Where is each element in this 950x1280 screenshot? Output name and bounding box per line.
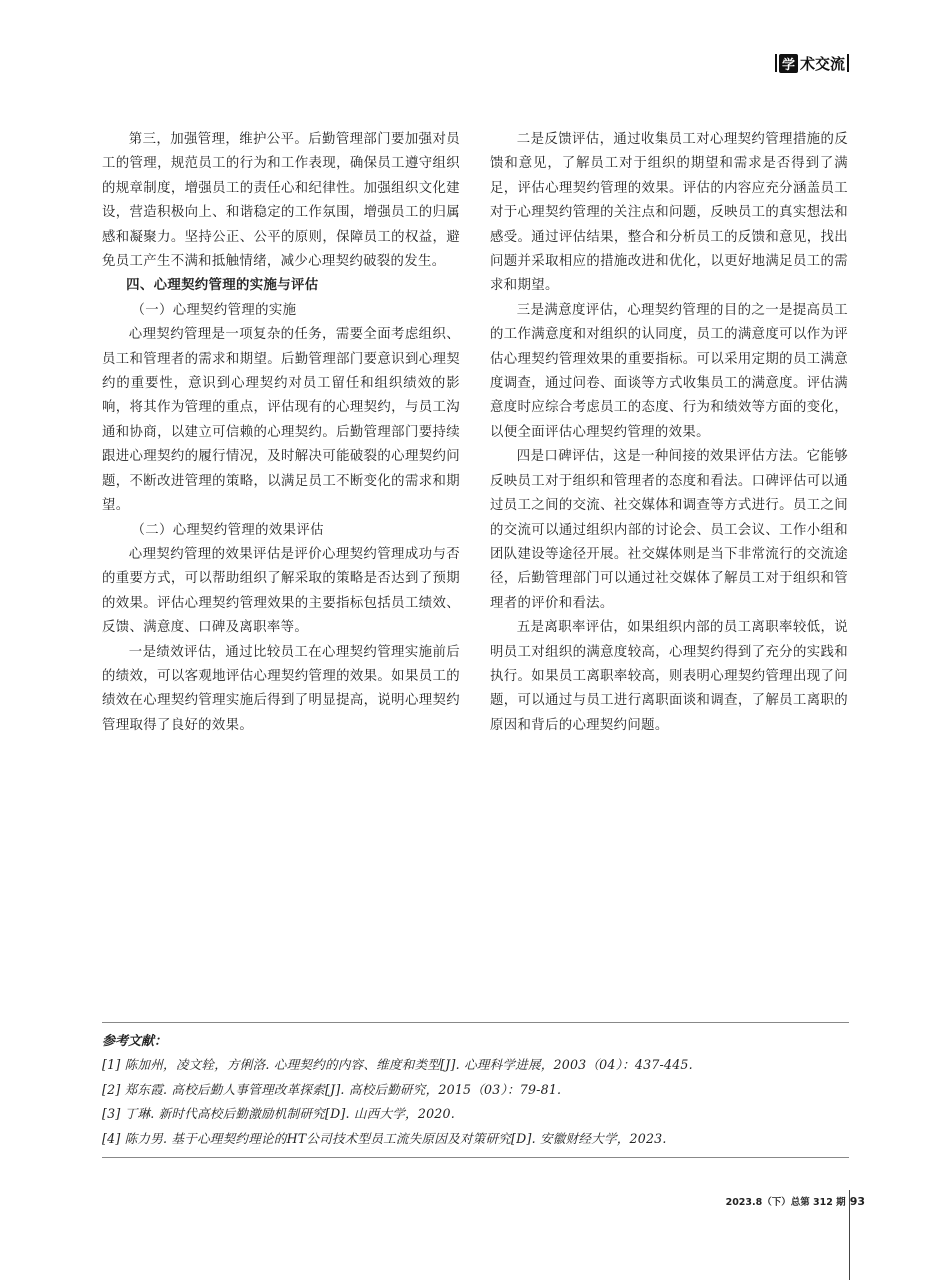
header-left-bar	[775, 54, 777, 72]
subsection-heading: （二）心理契约管理的效果评估	[131, 522, 324, 538]
reference-item: [4] 陈力男. 基于心理契约理论的HT公司技术型员工流失原因及对策研究[D]. 安徽财经大学，2023.	[102, 1130, 667, 1146]
reference-item: [1] 陈加州，凌文辁，方俐洛. 心理契约的内容、维度和类型[J]. 心理科学进展，2003（04）：437-445.	[102, 1057, 693, 1072]
reference-item: [2] 郑东霞. 高校后勤人事管理改革探索[J]. 高校后勤研究，2015（03）：79-81.	[102, 1081, 562, 1097]
subsection-heading: （一）心理契约管理的实施	[131, 302, 297, 318]
paragraph: 第三，加强管理，维护公平。后勤管理部门要加强对员工的管理，规范员工的行为和工作表现，确保员工遵守组织的规章制度，增强员工的责任心和纪律性。加强组织文化建设，营造积极向上、和谐稳定的工作氛围，增强员工的归属感和凝聚力。坚持公正、公平的原则，保障员工的权益，避免员工产生不满和抵触情绪，减少心理契约破裂的发生。	[102, 132, 460, 270]
left-column	[102, 128, 460, 738]
paragraph: 心理契约管理是一项复杂的任务，需要全面考虑组织、员工和管理者的需求和期望。后勤管理部门要意识到心理契约的重要性，意识到心理契约对员工留任和组织绩效的影响，将其作为管理的重点，评估现有的心理契约，与员工沟通和协商，以建立可信赖的心理契约。后勤管理部门要持续跟进心理契约的履行情况，及时解决可能破裂的心理契约问题，不断改进管理的策略，以满足员工不断变化的需求和期望。	[102, 327, 460, 514]
section-logo-glyph: 学	[779, 54, 798, 73]
page-footer	[726, 1194, 865, 1208]
header-right-bar	[847, 54, 849, 72]
paragraph: 二是反馈评估，通过收集员工对心理契约管理措施的反馈和意见，了解员工对于组织的期望和需求是否得到了满足，评估心理契约管理的效果。评估的内容应充分涵盖员工对于心理契约管理的关注点和问题，反映员工的真实想法和感受。通过评估结果，整合和分析员工的反馈和意见，找出问题并采取相应的措施改进和优化，以更好地满足员工的需求和期望。	[490, 132, 848, 294]
section-heading: 四、心理契约管理的实施与评估	[126, 278, 319, 294]
paragraph: 四是口碑评估，这是一种间接的效果评估方法。它能够反映员工对于组织和管理者的态度和看法。口碑评估可以通过员工之间的交流、社交媒体和调查等方式进行。员工之间的交流可以通过组织内部的讨论会、员工会议、工作小组和团队建设等途径开展。社交媒体则是当下非常流行的交流途径，后勤管理部门可以通过社交媒体了解员工对于组织和管理者的评价和看法。	[490, 449, 848, 611]
issue-info: 2023.8（下）总第 312 期	[725, 1197, 846, 1208]
reference-item: [3] 丁琳. 新时代高校后勤激励机制研究[D]. 山西大学，2020.	[102, 1106, 455, 1121]
references-section	[102, 1022, 849, 1158]
page-number: 93	[849, 1194, 865, 1208]
paragraph: 五是离职率评估，如果组织内部的员工离职率较低，说明员工对组织的满意度较高，心理契约得到了充分的实践和执行。如果员工离职率较高，则表明心理契约管理出现了问题，可以通过与员工进行离职面谈和调查，了解员工离职的原因和背后的心理契约问题。	[490, 620, 848, 733]
footer-divider-line	[849, 1190, 850, 1280]
section-header	[775, 50, 849, 76]
section-title: 术交流	[799, 54, 845, 73]
paragraph: 三是满意度评估，心理契约管理的目的之一是提高员工的工作满意度和对组织的认同度，员工的满意度可以作为评估心理契约管理效果的重要指标。可以采用定期的员工满意度调查，通过问卷、面谈等方式收集员工的满意度。评估满意度时应综合考虑员工的态度、行为和绩效等方面的变化，以便全面评估心理契约管理的效果。	[490, 302, 848, 440]
right-column	[490, 128, 848, 738]
paragraph: 一是绩效评估，通过比较员工在心理契约管理实施前后的绩效，可以客观地评估心理契约管理的效果。如果员工的绩效在心理契约管理实施后得到了明显提高，说明心理契约管理取得了良好的效果。	[102, 644, 460, 733]
references-title: 参考文献：	[102, 1034, 168, 1049]
paragraph: 心理契约管理的效果评估是评价心理契约管理成功与否的重要方式，可以帮助组织了解采取的策略是否达到了预期的效果。评估心理契约管理效果的主要指标包括员工绩效、反馈、满意度、口碑及离职率等。	[102, 546, 460, 636]
